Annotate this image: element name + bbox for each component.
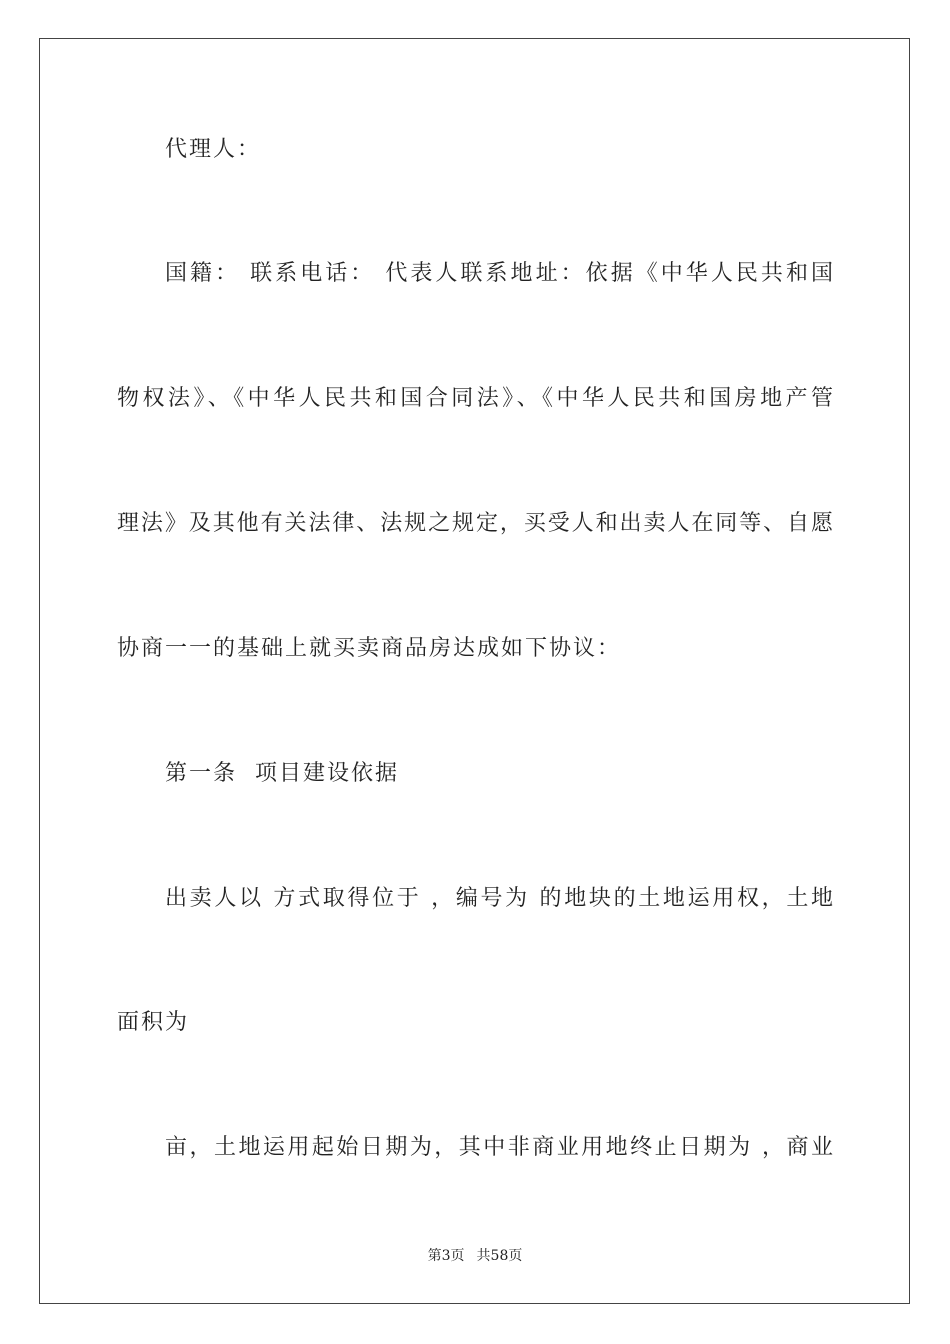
text-line-nationality: 国籍： 联系电话： 代表人联系地址：依据《中华人民共和国 — [165, 261, 833, 286]
article-heading: 第一条 项目建设依据 — [165, 761, 399, 786]
text-line-agreement: 协商一一的基础上就买卖商品房达成如下协议： — [117, 636, 622, 661]
page-total: 共58页 — [476, 1248, 523, 1264]
text-line-land-rights: 出卖人以 方式取得位于 ，编号为 的地块的土地运用权，土地 — [165, 886, 833, 911]
text-line-agent: 代理人： — [165, 137, 262, 162]
text-line-regulations: 理法》及其他有关法律、法规之规定，买受人和出卖人在同等、自愿 — [117, 511, 833, 536]
page-number: 第3页 — [427, 1248, 465, 1264]
text-line-area: 面积为 — [117, 1010, 190, 1035]
page-footer — [0, 1247, 950, 1265]
text-line-dates: 亩，土地运用起始日期为，其中非商业用地终止日期为 ，商业 — [165, 1135, 833, 1160]
text-line-laws: 物权法》、《中华人民共和国合同法》、《中华人民共和国房地产管 — [117, 386, 833, 411]
page-border — [39, 38, 910, 1304]
